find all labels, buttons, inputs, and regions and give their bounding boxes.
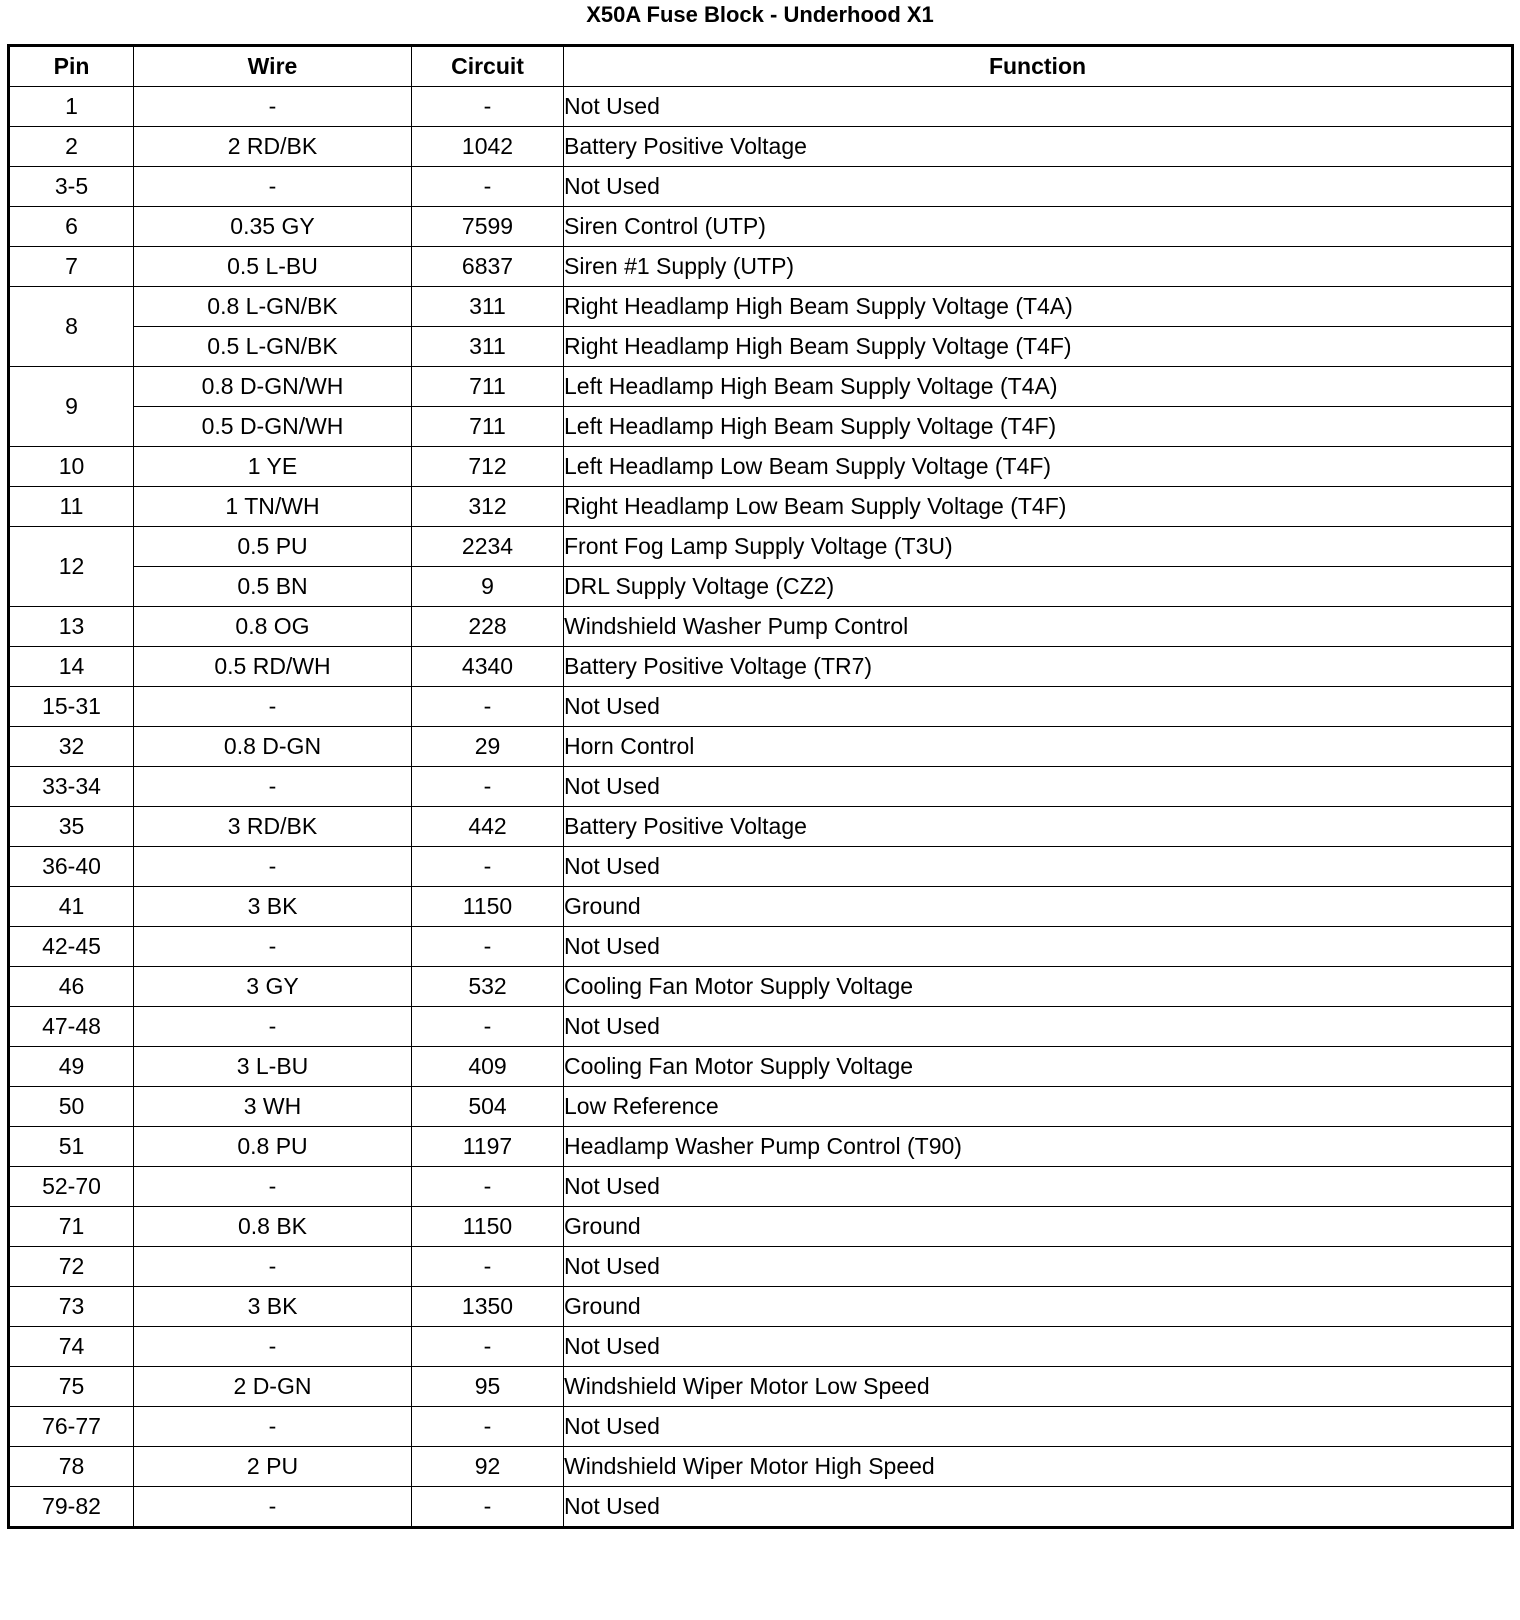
function-cell: Horn Control [564, 727, 1513, 767]
function-cell: Front Fog Lamp Supply Voltage (T3U) [564, 527, 1513, 567]
wire-cell: - [134, 1487, 412, 1528]
circuit-cell: - [412, 687, 564, 727]
function-cell: Not Used [564, 687, 1513, 727]
pin-cell: 15-31 [9, 687, 134, 727]
circuit-cell: 504 [412, 1087, 564, 1127]
circuit-cell: 409 [412, 1047, 564, 1087]
pin-cell: 6 [9, 207, 134, 247]
circuit-cell: - [412, 1167, 564, 1207]
table-row [9, 1167, 1513, 1207]
pin-cell: 2 [9, 127, 134, 167]
table-row [9, 927, 1513, 967]
wire-cell: 0.5 L-GN/BK [134, 327, 412, 367]
circuit-cell: 311 [412, 287, 564, 327]
circuit-cell: 712 [412, 447, 564, 487]
table-row [9, 967, 1513, 1007]
wire-cell: 0.8 D-GN [134, 727, 412, 767]
pin-cell: 32 [9, 727, 134, 767]
table-row [9, 687, 1513, 727]
table-row [9, 87, 1513, 127]
function-cell: Ground [564, 1287, 1513, 1327]
circuit-cell: 228 [412, 607, 564, 647]
table-row [9, 1207, 1513, 1247]
wire-cell: - [134, 1007, 412, 1047]
table-row [9, 487, 1513, 527]
pin-cell: 73 [9, 1287, 134, 1327]
wire-cell: 3 BK [134, 1287, 412, 1327]
wire-cell: - [134, 167, 412, 207]
circuit-cell: - [412, 1247, 564, 1287]
pin-cell: 51 [9, 1127, 134, 1167]
table-title: X50A Fuse Block - Underhood X1 [586, 2, 934, 27]
pin-cell: 46 [9, 967, 134, 1007]
wire-cell: 0.8 D-GN/WH [134, 367, 412, 407]
table-row [9, 1407, 1513, 1447]
function-cell: Battery Positive Voltage [564, 807, 1513, 847]
table-row [9, 1007, 1513, 1047]
wire-cell: 2 PU [134, 1447, 412, 1487]
pin-cell: 3-5 [9, 167, 134, 207]
pin-cell: 41 [9, 887, 134, 927]
function-cell: Not Used [564, 927, 1513, 967]
function-cell: Cooling Fan Motor Supply Voltage [564, 967, 1513, 1007]
wire-cell: 1 YE [134, 447, 412, 487]
pin-cell: 78 [9, 1447, 134, 1487]
pin-cell: 52-70 [9, 1167, 134, 1207]
function-cell: Battery Positive Voltage (TR7) [564, 647, 1513, 687]
function-cell: Not Used [564, 1007, 1513, 1047]
table-row [9, 1447, 1513, 1487]
pin-cell: 1 [9, 87, 134, 127]
header-wire: Wire [134, 46, 412, 87]
table-row [9, 567, 1513, 607]
table-row [9, 887, 1513, 927]
header-pin: Pin [9, 46, 134, 87]
pin-cell: 75 [9, 1367, 134, 1407]
wire-cell: - [134, 847, 412, 887]
circuit-cell: 7599 [412, 207, 564, 247]
table-row [9, 407, 1513, 447]
function-cell: Not Used [564, 1167, 1513, 1207]
table-row [9, 367, 1513, 407]
pin-cell: 10 [9, 447, 134, 487]
function-cell: Cooling Fan Motor Supply Voltage [564, 1047, 1513, 1087]
table-row [9, 327, 1513, 367]
wire-cell: 0.8 BK [134, 1207, 412, 1247]
function-cell: Left Headlamp High Beam Supply Voltage (T4F) [564, 407, 1513, 447]
table-row [9, 1047, 1513, 1087]
pin-cell: 79-82 [9, 1487, 134, 1528]
wire-cell: - [134, 687, 412, 727]
wire-cell: - [134, 87, 412, 127]
function-cell: Headlamp Washer Pump Control (T90) [564, 1127, 1513, 1167]
pin-cell: 33-34 [9, 767, 134, 807]
table-body [9, 87, 1513, 1528]
circuit-cell: - [412, 1007, 564, 1047]
wire-cell: 0.8 OG [134, 607, 412, 647]
wire-cell: 2 RD/BK [134, 127, 412, 167]
table-row [9, 1127, 1513, 1167]
wire-cell: - [134, 927, 412, 967]
function-cell: Not Used [564, 767, 1513, 807]
circuit-cell: 95 [412, 1367, 564, 1407]
table-row [9, 1327, 1513, 1367]
function-cell: Low Reference [564, 1087, 1513, 1127]
header-circuit: Circuit [412, 46, 564, 87]
table-row [9, 287, 1513, 327]
wire-cell: 0.5 RD/WH [134, 647, 412, 687]
pin-cell: 47-48 [9, 1007, 134, 1047]
wire-cell: 0.5 D-GN/WH [134, 407, 412, 447]
pin-cell: 76-77 [9, 1407, 134, 1447]
header-row [9, 46, 1513, 87]
pin-cell: 71 [9, 1207, 134, 1247]
function-cell: Not Used [564, 167, 1513, 207]
circuit-cell: 2234 [412, 527, 564, 567]
header-function: Function [564, 46, 1513, 87]
circuit-cell: 1197 [412, 1127, 564, 1167]
circuit-cell: - [412, 767, 564, 807]
function-cell: Siren #1 Supply (UTP) [564, 247, 1513, 287]
circuit-cell: 92 [412, 1447, 564, 1487]
wire-cell: 0.8 L-GN/BK [134, 287, 412, 327]
table-row [9, 207, 1513, 247]
pin-cell: 8 [9, 287, 134, 367]
function-cell: Windshield Wiper Motor High Speed [564, 1447, 1513, 1487]
function-cell: Not Used [564, 1407, 1513, 1447]
wire-cell: 3 L-BU [134, 1047, 412, 1087]
table-row [9, 1287, 1513, 1327]
table-row [9, 847, 1513, 887]
circuit-cell: 4340 [412, 647, 564, 687]
function-cell: DRL Supply Voltage (CZ2) [564, 567, 1513, 607]
circuit-cell: 711 [412, 367, 564, 407]
table-row [9, 607, 1513, 647]
function-cell: Ground [564, 1207, 1513, 1247]
table-row [9, 167, 1513, 207]
wire-cell: 0.5 PU [134, 527, 412, 567]
pin-cell: 9 [9, 367, 134, 447]
pin-cell: 74 [9, 1327, 134, 1367]
pin-cell: 12 [9, 527, 134, 607]
wire-cell: 2 D-GN [134, 1367, 412, 1407]
circuit-cell: 9 [412, 567, 564, 607]
table-row [9, 807, 1513, 847]
wire-cell: - [134, 1167, 412, 1207]
circuit-cell: 6837 [412, 247, 564, 287]
pin-cell: 72 [9, 1247, 134, 1287]
wire-cell: 0.5 BN [134, 567, 412, 607]
table-row [9, 1087, 1513, 1127]
circuit-cell: - [412, 927, 564, 967]
function-cell: Right Headlamp High Beam Supply Voltage (T4F) [564, 327, 1513, 367]
function-cell: Right Headlamp High Beam Supply Voltage (T4A) [564, 287, 1513, 327]
function-cell: Not Used [564, 1247, 1513, 1287]
table-row [9, 647, 1513, 687]
pin-cell: 13 [9, 607, 134, 647]
table-row [9, 247, 1513, 287]
pin-cell: 36-40 [9, 847, 134, 887]
pin-cell: 49 [9, 1047, 134, 1087]
connector-pinout-table [7, 44, 1514, 1529]
circuit-cell: 29 [412, 727, 564, 767]
wire-cell: 0.5 L-BU [134, 247, 412, 287]
pin-cell: 14 [9, 647, 134, 687]
circuit-cell: 1350 [412, 1287, 564, 1327]
circuit-cell: - [412, 1327, 564, 1367]
circuit-cell: 532 [412, 967, 564, 1007]
circuit-cell: - [412, 1407, 564, 1447]
table-row [9, 727, 1513, 767]
wire-cell: 1 TN/WH [134, 487, 412, 527]
wire-cell: 0.35 GY [134, 207, 412, 247]
table-row [9, 1247, 1513, 1287]
wire-cell: 0.8 PU [134, 1127, 412, 1167]
circuit-cell: - [412, 847, 564, 887]
circuit-cell: - [412, 1487, 564, 1528]
pin-cell: 7 [9, 247, 134, 287]
wire-cell: - [134, 1407, 412, 1447]
function-cell: Not Used [564, 87, 1513, 127]
pin-cell: 11 [9, 487, 134, 527]
function-cell: Siren Control (UTP) [564, 207, 1513, 247]
circuit-cell: 1150 [412, 887, 564, 927]
circuit-cell: 1150 [412, 1207, 564, 1247]
function-cell: Windshield Washer Pump Control [564, 607, 1513, 647]
circuit-cell: 1042 [412, 127, 564, 167]
wire-cell: 3 RD/BK [134, 807, 412, 847]
table-row [9, 527, 1513, 567]
table-row [9, 1487, 1513, 1528]
table-row [9, 767, 1513, 807]
function-cell: Right Headlamp Low Beam Supply Voltage (T4F) [564, 487, 1513, 527]
function-cell: Not Used [564, 847, 1513, 887]
function-cell: Left Headlamp High Beam Supply Voltage (T4A) [564, 367, 1513, 407]
wire-cell: 3 BK [134, 887, 412, 927]
circuit-cell: - [412, 167, 564, 207]
function-cell: Not Used [564, 1487, 1513, 1528]
wire-cell: 3 WH [134, 1087, 412, 1127]
circuit-cell: 711 [412, 407, 564, 447]
function-cell: Windshield Wiper Motor Low Speed [564, 1367, 1513, 1407]
pin-cell: 42-45 [9, 927, 134, 967]
wire-cell: 3 GY [134, 967, 412, 1007]
wire-cell: - [134, 1327, 412, 1367]
table-row [9, 127, 1513, 167]
table-header [9, 46, 1513, 87]
function-cell: Ground [564, 887, 1513, 927]
circuit-cell: 442 [412, 807, 564, 847]
circuit-cell: 311 [412, 327, 564, 367]
circuit-cell: - [412, 87, 564, 127]
table-row [9, 1367, 1513, 1407]
function-cell: Not Used [564, 1327, 1513, 1367]
function-cell: Left Headlamp Low Beam Supply Voltage (T4F) [564, 447, 1513, 487]
wire-cell: - [134, 1247, 412, 1287]
function-cell: Battery Positive Voltage [564, 127, 1513, 167]
pin-cell: 35 [9, 807, 134, 847]
wire-cell: - [134, 767, 412, 807]
table-row [9, 447, 1513, 487]
circuit-cell: 312 [412, 487, 564, 527]
pin-cell: 50 [9, 1087, 134, 1127]
